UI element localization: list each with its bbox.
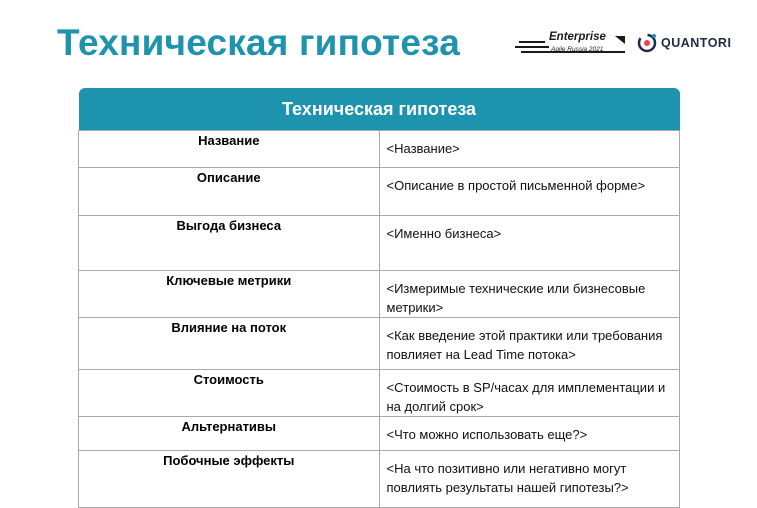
enterprise-agile-logo [515,30,627,58]
row-value: <Измеримые технические или бизнесовые метрики> [379,271,680,318]
row-label: Описание [79,168,380,216]
table-row [79,318,680,370]
table-row [79,271,680,318]
table-header: Техническая гипотеза [79,88,680,131]
row-value: <Что можно использовать еще?> [379,417,680,451]
logo-area [515,30,755,60]
quantori-wordmark: QUANTORI [661,36,732,50]
row-label: Влияние на поток [79,318,380,370]
row-value: <Именно бизнеса> [379,216,680,271]
table-row [79,451,680,508]
row-label: Альтернативы [79,417,380,451]
row-value: <На что позитивно или негативно могут повлиять результаты нашей гипотезы?> [379,451,680,508]
row-value: <Стоимость в SP/часах для имплементации и на долгий срок> [379,370,680,417]
row-label: Выгода бизнеса [79,216,380,271]
table-row [79,417,680,451]
table-row [79,168,680,216]
row-label: Стоимость [79,370,380,417]
hypothesis-table [78,88,680,508]
enterprise-title: Enterprise [549,31,606,43]
enterprise-subtitle: Agile Russia 2021 [551,46,604,53]
row-label: Название [79,131,380,168]
table-row [79,131,680,168]
table-row [79,216,680,271]
page-title: Техническая гипотеза [57,22,460,63]
quantori-logo-icon [636,32,658,54]
row-value: <Название> [379,131,680,168]
row-label: Ключевые метрики [79,271,380,318]
row-value: <Как введение этой практики или требования повлияет на Lead Time потока> [379,318,680,370]
table-row [79,370,680,417]
row-label: Побочные эффекты [79,451,380,508]
row-value: <Описание в простой письменной форме> [379,168,680,216]
